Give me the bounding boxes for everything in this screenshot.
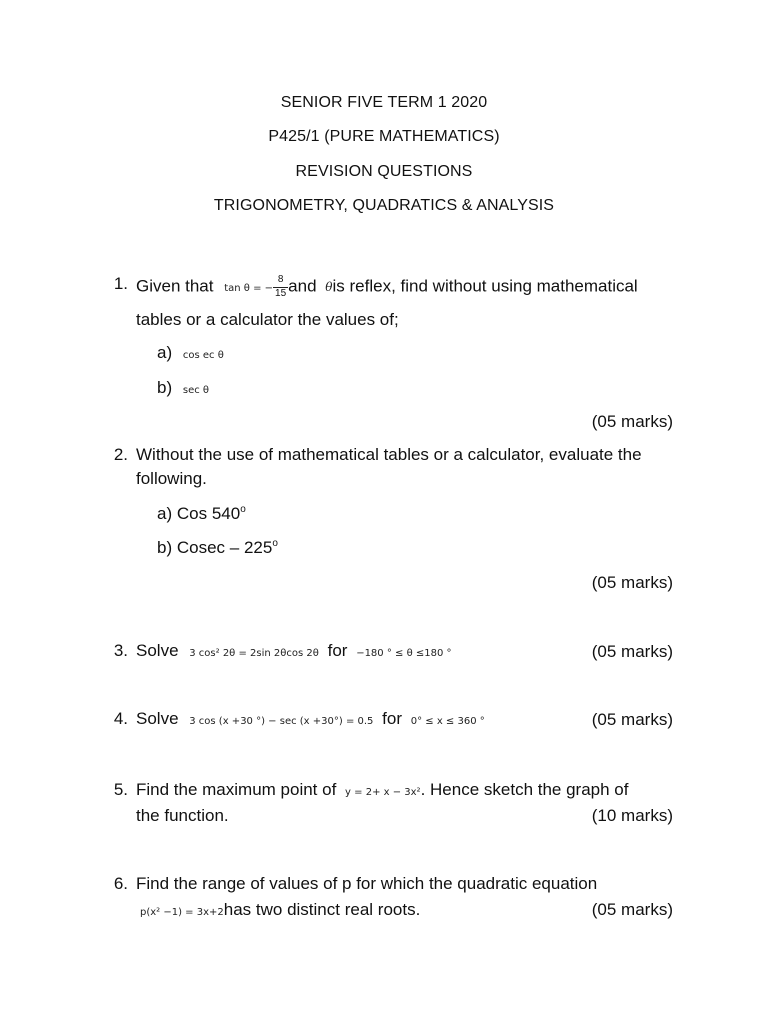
q5-text-after: . Hence sketch the graph of bbox=[420, 780, 629, 799]
q2-part-a bbox=[157, 504, 246, 524]
q1-text-after: is reflex, find without using mathematical bbox=[332, 276, 638, 296]
q2-a-degree: o bbox=[240, 504, 246, 515]
q2-b-degree: o bbox=[272, 538, 278, 549]
q1-text-before: Given that bbox=[136, 276, 214, 296]
q6-number: 6. bbox=[113, 874, 128, 893]
q1-line2: tables or a calculator the values of; bbox=[136, 310, 399, 329]
q5-line2: the function. bbox=[136, 806, 229, 825]
q2-marks: (05 marks) bbox=[591, 573, 673, 592]
q3-line bbox=[136, 641, 452, 661]
q6-line2 bbox=[140, 900, 420, 920]
q1-a-math: cos ec θ bbox=[182, 350, 224, 361]
q1-fraction: $\frac{8}{15}$ bbox=[275, 274, 287, 299]
q5-line1 bbox=[136, 780, 628, 800]
q5-marks: (10 marks) bbox=[591, 806, 673, 825]
q1-part-b bbox=[157, 378, 209, 398]
q3-equation: 3 cos² 2θ = 2sin 2θcos 2θ bbox=[189, 648, 319, 659]
q2-part-b bbox=[157, 538, 278, 558]
q4-for: for bbox=[382, 709, 402, 728]
q4-line bbox=[136, 709, 485, 729]
q4-range: 0° ≤ x ≤ 360 ° bbox=[410, 716, 485, 727]
q1-marks: (05 marks) bbox=[591, 412, 673, 431]
q6-math: p(x² −1) = 3x+2 bbox=[140, 907, 224, 918]
q4-number: 4. bbox=[113, 709, 128, 728]
q1-text-and: and bbox=[288, 276, 317, 296]
q1-b-label: b) bbox=[157, 378, 173, 397]
q4-equation: 3 cos (x +30 °) − sec (x +30°) = 0.5 bbox=[189, 716, 374, 727]
q4-marks: (05 marks) bbox=[591, 710, 673, 729]
q1-number: 1. bbox=[113, 274, 128, 293]
q2-line2: following. bbox=[136, 469, 207, 488]
q5-number: 5. bbox=[113, 780, 128, 799]
q5-math: y = 2+ x − 3x² bbox=[345, 787, 421, 798]
q1-a-label: a) bbox=[157, 343, 173, 362]
q5-text-before: Find the maximum point of bbox=[136, 780, 337, 799]
q2-line1: Without the use of mathematical tables or a calculator, evaluate the bbox=[136, 445, 642, 464]
q3-marks: (05 marks) bbox=[591, 642, 673, 661]
q2-a-text: Cos 540 bbox=[176, 504, 241, 523]
q1-part-a bbox=[157, 343, 224, 363]
q1-b-math: sec θ bbox=[182, 385, 210, 396]
header-paper: P425/1 (PURE MATHEMATICS) bbox=[268, 128, 500, 145]
q3-solve: Solve bbox=[136, 641, 179, 660]
q2-a-label: a) bbox=[157, 504, 173, 523]
q2-b-text: Cosec – 225 bbox=[176, 538, 273, 557]
q2-number: 2. bbox=[113, 445, 128, 464]
q6-text: has two distinct real roots. bbox=[223, 900, 421, 919]
q4-solve: Solve bbox=[136, 709, 179, 728]
header-term: SENIOR FIVE TERM 1 2020 bbox=[280, 94, 488, 111]
q1-line1 bbox=[136, 274, 638, 300]
q2-b-label: b) bbox=[157, 538, 173, 557]
header-topics: TRIGONOMETRY, QUADRATICS & ANALYSIS bbox=[213, 197, 555, 214]
q1-tan-expression: tan θ = − bbox=[224, 283, 274, 295]
q3-number: 3. bbox=[113, 641, 128, 660]
q6-marks: (05 marks) bbox=[591, 900, 673, 919]
q6-line1: Find the range of values of p for which the quadratic equation bbox=[136, 874, 598, 893]
q1-theta: θ bbox=[325, 280, 333, 295]
q3-for: for bbox=[327, 641, 348, 660]
q3-range: −180 ° ≤ θ ≤180 ° bbox=[356, 648, 452, 659]
header-revision: REVISION QUESTIONS bbox=[295, 163, 473, 180]
